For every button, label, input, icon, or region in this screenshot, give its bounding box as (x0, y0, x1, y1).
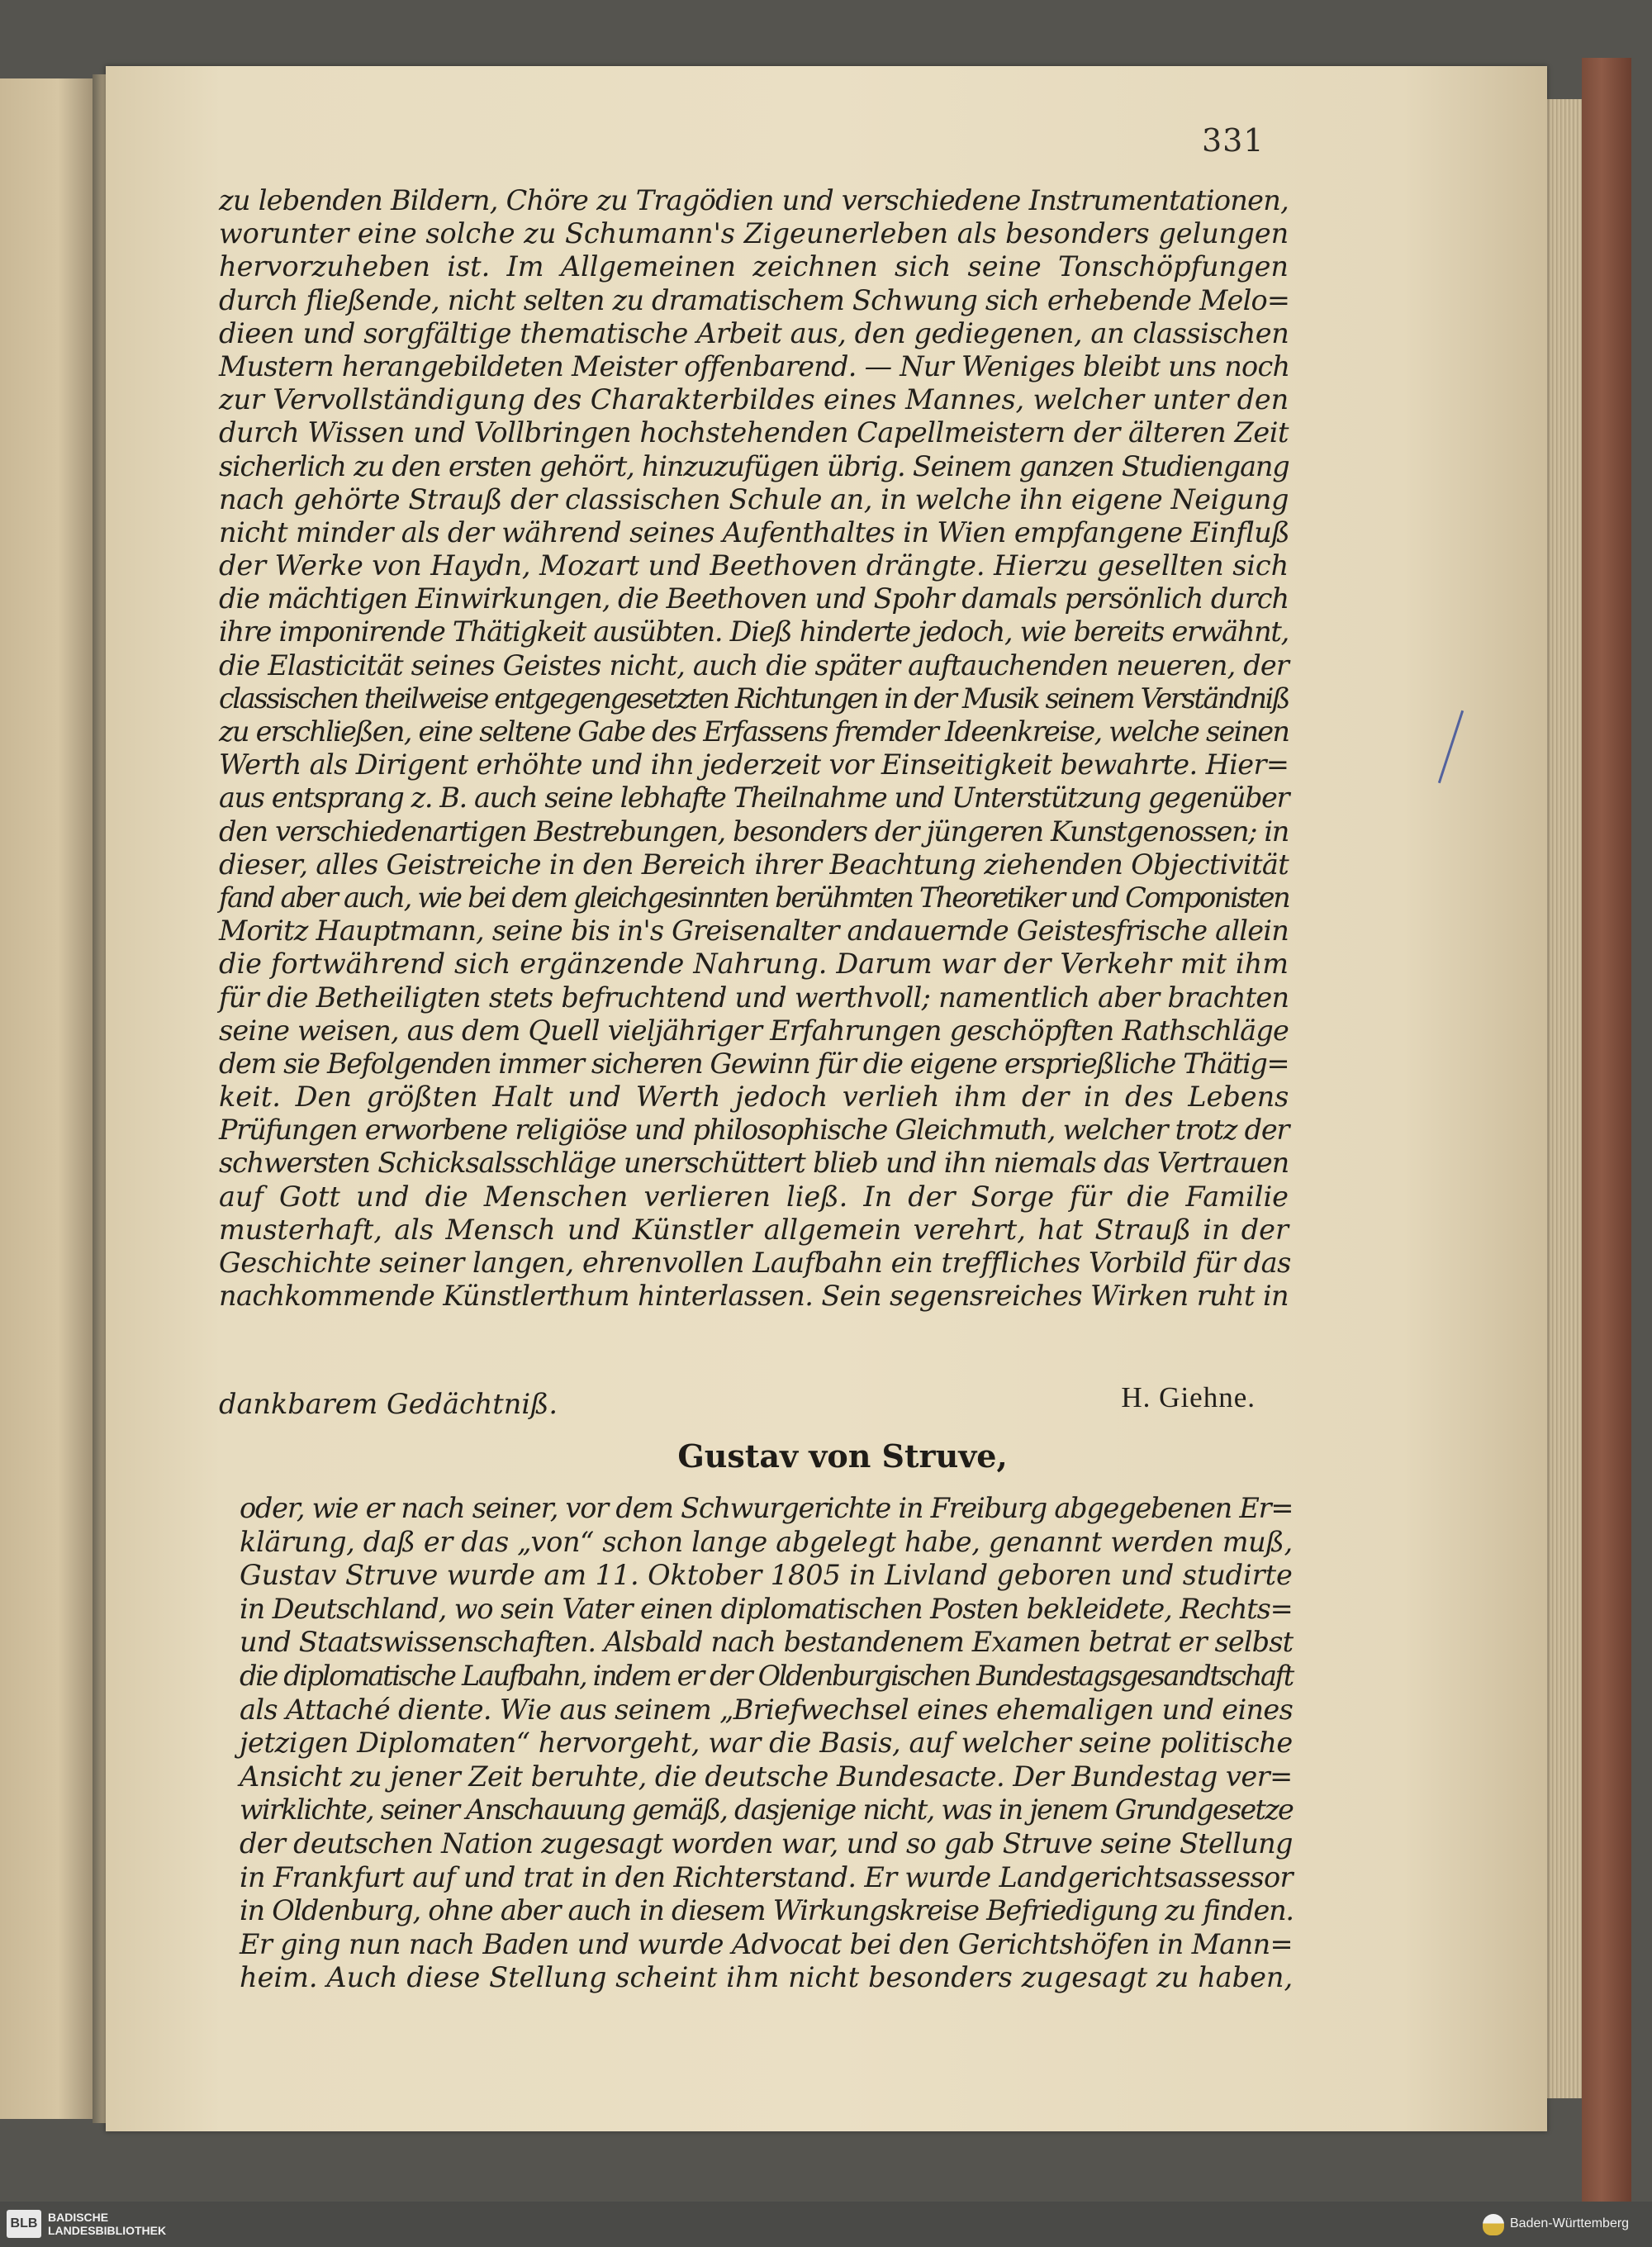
text-line: schwersten Schicksalsschläge unerschüttert blieb und ihn niemals das Vertrauen (219, 1147, 1289, 1180)
text-line: dem sie Befolgenden immer sicheren Gewinn für die eigene ersprießliche Thätig= (219, 1047, 1289, 1080)
text-line: zur Vervollständigung des Charakterbildes eines Mannes, welcher unter den (219, 383, 1289, 416)
text-line: keit. Den größten Halt und Werth jedoch verlieh ihm der in des Lebens (219, 1081, 1289, 1114)
text-line: in Deutschland, wo sein Vater einen diplomatischen Posten bekleidete, Rechts= (240, 1592, 1293, 1625)
text-line: die mächtigen Einwirkungen, die Beethoven und Spohr damals persönlich durch (219, 582, 1289, 615)
text-line: durch Wissen und Vollbringen hochstehenden Capellmeistern der älteren Zeit (219, 416, 1289, 449)
text-line: Prüfungen erworbene religiöse und philosophische Gleichmuth, welcher trotz der (219, 1114, 1289, 1147)
text-line: Ansicht zu jener Zeit beruhte, die deutsche Bundesacte. Der Bundestag ver= (240, 1760, 1293, 1793)
text-line: Er ging nun nach Baden und wurde Advocat bei den Gerichtshöfen in Mann= (240, 1927, 1293, 1960)
text-line: und Staatswissenschaften. Alsbald nach bestandenem Examen betrat er selbst (240, 1626, 1294, 1659)
article-text-struve (240, 1492, 1293, 1995)
text-line: Moritz Hauptmann, seine bis in's Greisenalter andauernde Geistesfrische allein (219, 914, 1289, 948)
text-line: die diplomatische Laufbahn, indem er der Oldenburgischen Bundestagsgesandtschaft (240, 1659, 1293, 1692)
book-cover-edge (1582, 58, 1631, 2206)
closing-line: dankbarem Gedächtniß. (219, 1388, 558, 1420)
text-line: nachkommende Künstlerthum hinterlassen. Sein segensreiches Wirken ruht in (219, 1280, 1289, 1313)
text-line: wirklichte, seiner Anschauung gemäß, dasjenige nicht, was in jenem Grundgesetze (240, 1793, 1294, 1827)
coat-of-arms-icon[interactable] (1483, 2214, 1504, 2235)
text-line: dieen und sorgfältige thematische Arbeit aus, den gediegenen, an classischen (219, 316, 1289, 349)
library-name[interactable] (48, 2211, 166, 2237)
text-line: nicht minder als der während seines Aufenthaltes in Wien empfangene Einfluß (219, 515, 1289, 549)
text-line: durch fließende, nicht selten zu dramatischem Schwung sich erhebende Melo= (219, 283, 1290, 316)
footer-bar (0, 2202, 1652, 2247)
library-name-line2: LANDESBIBLIOTHEK (48, 2224, 167, 2237)
text-line: musterhaft, als Mensch und Künstler allgemein verehrt, hat Strauß in der (219, 1213, 1289, 1246)
text-line: der deutschen Nation zugesagt worden war, und so gab Struve seine Stellung (240, 1827, 1293, 1860)
article-heading: Gustav von Struve, (677, 1437, 1008, 1475)
text-line: zu erschließen, eine seltene Gabe des Erfassens fremder Ideenkreise, welche seinen (219, 715, 1289, 748)
text-line: in Frankfurt auf und trat in den Richterstand. Er wurde Landgerichtsassessor (240, 1860, 1293, 1893)
text-line: Gustav Struve wurde am 11. Oktober 1805 in Livland geboren und studirte (240, 1559, 1293, 1592)
text-line: den verschiedenartigen Bestrebungen, besonders der jüngeren Kunstgenossen; in (219, 815, 1289, 848)
text-line: Mustern herangebildeten Meister offenbarend. — Nur Weniges bleibt uns noch (219, 349, 1290, 382)
text-line: classischen theilweise entgegengesetzten Richtungen in der Musik seinem Verständniß (219, 682, 1289, 715)
text-line: der Werke von Haydn, Mozart und Beethoven drängte. Hierzu gesellten sich (219, 549, 1289, 582)
text-line: zu lebenden Bildern, Chöre zu Tragödien und verschiedene Instrumentationen, (219, 184, 1289, 216)
text-line: als Attaché diente. Wie aus seinem „Briefwechsel eines ehemaligen und eines (240, 1693, 1294, 1726)
text-line: klärung, daß er das „von“ schon lange abgelegt habe, genannt werden muß, (240, 1525, 1293, 1558)
state-name[interactable]: Baden-Württemberg (1510, 2216, 1630, 2230)
text-line: worunter eine solche zu Schumann's Zigeunerleben als besonders gelungen (219, 217, 1289, 250)
text-line: sicherlich zu den ersten gehört, hinzuzufügen übrig. Seinem ganzen Studiengang (219, 449, 1289, 482)
text-line: Geschichte seiner langen, ehrenvollen Laufbahn ein treffliches Vorbild für das (219, 1247, 1291, 1279)
previous-page-edge (0, 78, 97, 2119)
text-line: oder, wie er nach seiner, vor dem Schwurgerichte in Freiburg abgegebenen Er= (240, 1492, 1294, 1524)
text-line: jetzigen Diplomaten“ hervorgeht, war die Basis, auf welcher seine politische (240, 1727, 1293, 1760)
text-line: aus entsprang z. B. auch seine lebhafte Theilnahme und Unterstützung gegenüber (219, 781, 1289, 815)
text-line: für die Betheiligten stets befruchtend und werthvoll; namentlich aber brachten (219, 981, 1289, 1014)
author-signature: H. Giehne. (1121, 1381, 1256, 1413)
blb-logo-icon[interactable]: BLB (7, 2210, 41, 2238)
text-line: fand aber auch, wie bei dem gleichgesinnten berühmten Theoretiker und Componisten (219, 881, 1289, 914)
text-line: Werth als Dirigent erhöhte und ihn jederzeit vor Einseitigkeit bewahrte. Hier= (219, 748, 1289, 781)
page-number: 331 (1202, 122, 1265, 159)
text-line: nach gehörte Strauß der classischen Schule an, in welche ihn eigene Neigung (219, 482, 1289, 515)
article-closing-row (219, 1381, 1289, 1421)
text-line: die Elasticität seines Geistes nicht, auch die später auftauchenden neueren, der (219, 648, 1289, 682)
text-line: hervorzuheben ist. Im Allgemeinen zeichnen sich seine Tonschöpfungen (219, 250, 1289, 283)
text-line: auf Gott und die Menschen verlieren ließ. In der Sorge für die Familie (219, 1180, 1289, 1213)
text-line: in Oldenburg, ohne aber auch in diesem Wirkungskreise Befriedigung zu finden. (240, 1894, 1294, 1927)
article-text-strauss (219, 184, 1289, 1313)
text-line: seine weisen, aus dem Quell vieljähriger Erfahrungen geschöpften Rathschläge (219, 1014, 1289, 1047)
text-line: ihre imponirende Thätigkeit ausübten. Dieß hinderte jedoch, wie bereits erwähnt, (219, 615, 1289, 648)
text-line: heim. Auch diese Stellung scheint ihm nicht besonders zugesagt zu haben, (240, 1961, 1294, 1994)
text-line: dieser, alles Geistreiche in den Bereich ihrer Beachtung ziehenden Objectivität (219, 848, 1289, 881)
library-name-line1: BADISCHE (48, 2211, 109, 2224)
text-line: die fortwährend sich ergänzende Nahrung. Darum war der Verkehr mit ihm (219, 948, 1289, 981)
